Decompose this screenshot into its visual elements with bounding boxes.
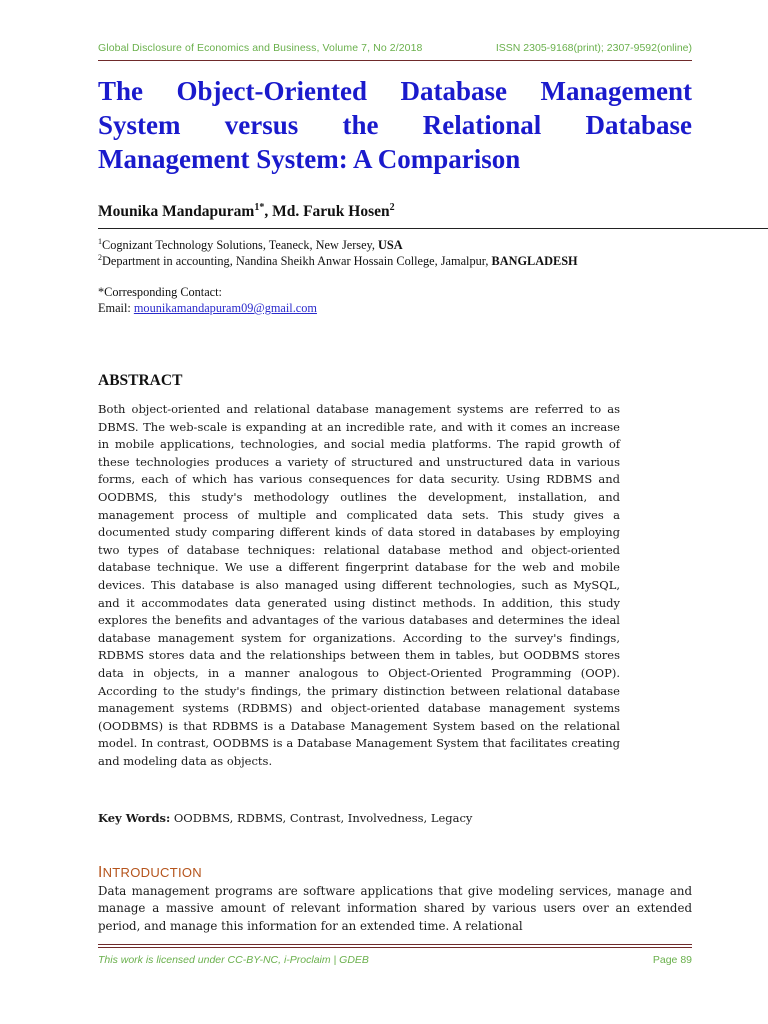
footer-rule (98, 944, 692, 948)
affiliation-number: 1 (98, 237, 102, 246)
keywords-label: Key Words: (98, 811, 171, 825)
header-rule (98, 60, 692, 61)
affiliation-country: BANGLADESH (491, 254, 578, 269)
introduction-heading (98, 864, 202, 882)
author-line (98, 202, 395, 221)
author-name: Md. Faruk Hosen (272, 203, 390, 221)
author-name: Mounika Mandapuram (98, 203, 255, 221)
running-header (98, 42, 692, 60)
introduction-heading-initial: I (98, 864, 103, 881)
affiliation-2 (98, 253, 578, 269)
page-number: Page 89 (652, 954, 692, 966)
author-separator: , (264, 203, 273, 221)
license-text: This work is licensed under CC-BY-NC, i-Proclaim | GDEB (98, 954, 369, 966)
keywords-values: OODBMS, RDBMS, Contrast, Involvedness, Legacy (170, 811, 473, 825)
affiliation-text: Cognizant Technology Solutions, Teaneck, New Jersey, (102, 238, 379, 253)
abstract-heading: ABSTRACT (98, 372, 183, 389)
introduction-body: Data management programs are software applications that give modeling services, manage and manage a massive amount of relevant information shared by various users over an extended period, and manage this information for an extended time. A relational (98, 884, 692, 933)
author-superscript: 1* (254, 202, 265, 213)
affiliation-country: USA (378, 238, 403, 253)
keywords-line (98, 811, 472, 825)
author-superscript: 2 (389, 202, 395, 213)
affiliation-number: 2 (98, 253, 102, 262)
paper-title: The Object-Oriented Database Management System versus the Relational Database Management System: A Comparison (98, 76, 692, 174)
email-label: Email: (98, 301, 134, 315)
abstract-body: Both object-oriented and relational database management systems are referred to as DBMS. The web-scale is expanding at an incredible rate, and with it comes an increase in mobile applications, technologies, and social media platforms. The rapid growth of these technologies produces a variety of structured and unstructured data in various forms, each of which has various consequences for data security. Using RDBMS and OODBMS, this study's methodology outlines the development, installation, and management process of multiple and complicated data sets. This study gives a documented study comparing different kinds of data stored in databases by employing two types of database techniques: relational database method and object-oriented database technique. We use a different fingerprint database for the web and mobile devices. This database is also managed using different technologies, such as MySQL, and it accommodates data generated using distinct methods. In addition, this study explores the benefits and advantages of the various databases and determines the ideal database management system for organizations. According to the survey's findings, RDBMS stores data and the relationships between them in tables, but OODBMS stores data in objects, in a manner analogous to Object-Oriented Programming (OOP). According to the study's findings, the primary distinction between relational database management systems (RDBMS) and object-oriented database management systems (OODBMS) is that RDBMS is a Database Management System based on the relational model. In contrast, OODBMS is a Database Management System that facilitates creating and modeling data as objects. (98, 402, 620, 768)
introduction-heading-rest: NTRODUCTION (102, 865, 202, 880)
affiliation-text: Department in accounting, Nandina Sheikh Anwar Hossain College, Jamalpur, (102, 254, 492, 269)
affiliation-1 (98, 237, 403, 253)
author-rule (98, 228, 768, 229)
journal-citation: Global Disclosure of Economics and Business, Volume 7, No 2/2018 (98, 42, 423, 54)
email-link[interactable]: mounikamandapuram09@gmail.com (133, 301, 317, 315)
issn-text: ISSN 2305-9168(print); 2307-9592(online) (495, 42, 692, 54)
corresponding-contact-label: *Corresponding Contact: (98, 285, 222, 299)
email-line (98, 301, 317, 316)
